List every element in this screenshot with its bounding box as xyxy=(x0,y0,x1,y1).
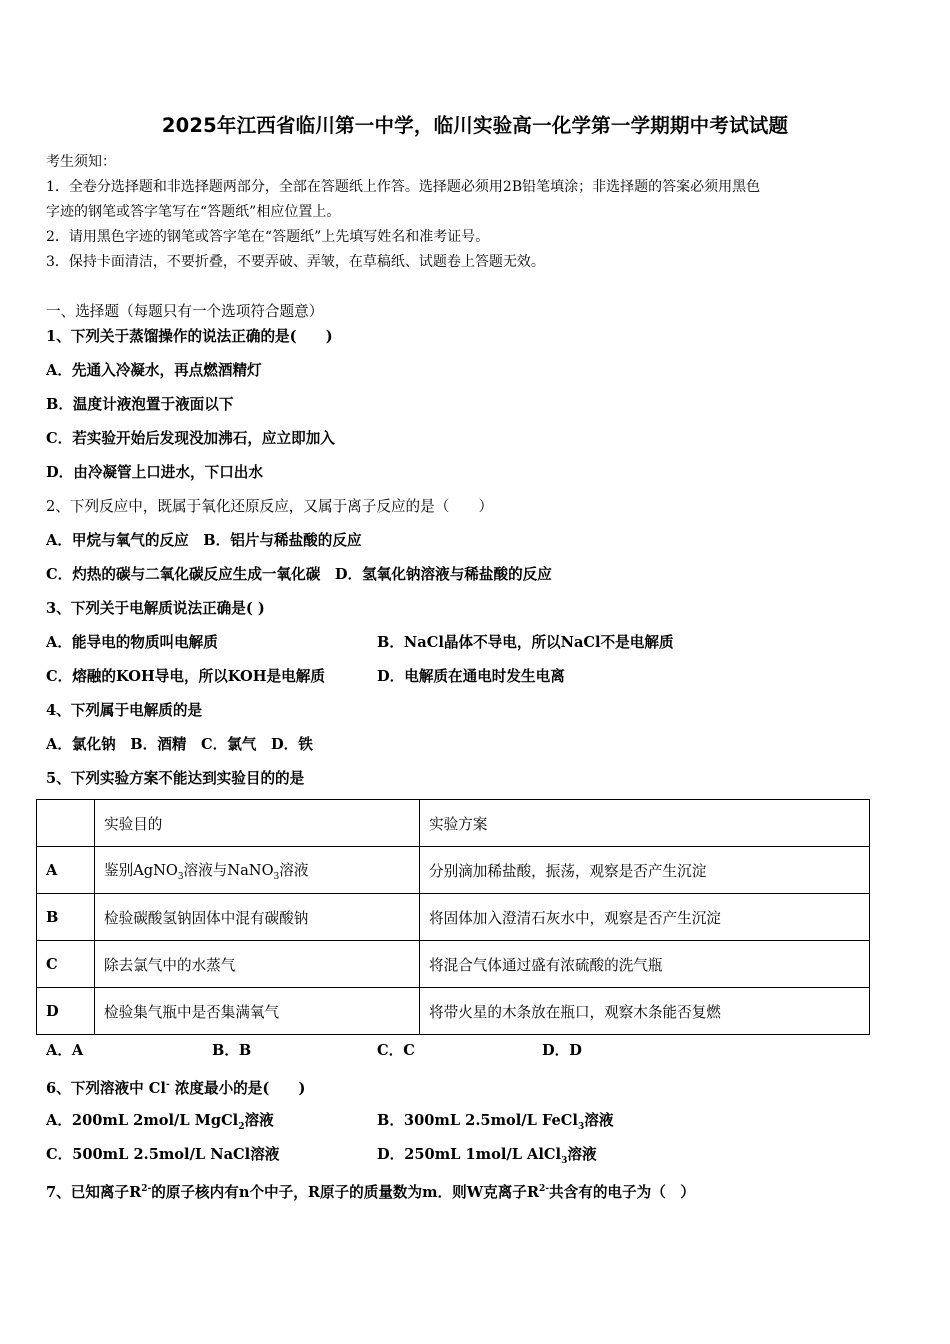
question-5-answer-d: D．D xyxy=(542,1042,582,1059)
row-plan: 分别滴加稀盐酸，振荡，观察是否产生沉淀 xyxy=(420,847,870,894)
table-row xyxy=(37,941,870,988)
row-plan: 将固体加入澄清石灰水中，观察是否产生沉淀 xyxy=(420,894,870,941)
row-key: D xyxy=(37,988,95,1035)
question-4-options: A．氯化钠 B．酒精 C．氯气 D．铁 xyxy=(46,736,313,753)
question-4-stem: 4、下列属于电解质的是 xyxy=(46,702,203,719)
table-row xyxy=(37,847,870,894)
question-6-option-d: D．250mL 1mol/L AlCl$_3$溶液 xyxy=(377,1146,597,1166)
question-1-option-b: B．温度计液泡置于液面以下 xyxy=(46,396,234,413)
table-row xyxy=(37,988,870,1035)
question-6-option-a: A．200mL 2mol/L MgCl$_2$溶液 xyxy=(46,1112,274,1132)
question-2-options-cd: C．灼热的碳与二氧化碳反应生成一氧化碳 D．氢氧化钠溶液与稀盐酸的反应 xyxy=(46,566,552,583)
row-purpose: 检验碳酸氢钠固体中混有碳酸钠 xyxy=(95,894,420,941)
notice-item-1a: 1．全卷分选择题和非选择题两部分，全部在答题纸上作答。选择题必须用2B铅笔填涂；非选择题的答案必须用黑色 xyxy=(46,179,761,195)
row-purpose: 除去氯气中的水蒸气 xyxy=(95,941,420,988)
row-plan: 将带火星的木条放在瓶口，观察木条能否复燃 xyxy=(420,988,870,1035)
row-key: A xyxy=(37,847,95,894)
question-3-option-d: D．电解质在通电时发生电离 xyxy=(377,668,565,685)
table-row xyxy=(37,894,870,941)
question-5-stem: 5、下列实验方案不能达到实验目的的是 xyxy=(46,770,305,787)
question-5-answer-c: C．C xyxy=(377,1042,415,1059)
table-header-purpose: 实验目的 xyxy=(95,800,420,847)
row-purpose: 检验集气瓶中是否集满氧气 xyxy=(95,988,420,1035)
table-header-plan: 实验方案 xyxy=(420,800,870,847)
question-3-option-a: A．能导电的物质叫电解质 xyxy=(46,634,218,651)
question-6-option-b: B．300mL 2.5mol/L FeCl$_3$溶液 xyxy=(377,1112,614,1132)
section-heading: 一、选择题（每题只有一个选项符合题意） xyxy=(46,303,324,320)
table-header-cell-key xyxy=(37,800,95,847)
question-2-options-ab: A．甲烷与氧气的反应 B．铝片与稀盐酸的反应 xyxy=(46,532,362,549)
question-1-option-a: A．先通入冷凝水，再点燃酒精灯 xyxy=(46,362,262,379)
row-plan: 将混合气体通过盛有浓硫酸的洗气瓶 xyxy=(420,941,870,988)
question-2-stem: 2、下列反应中，既属于氧化还原反应，又属于离子反应的是（ ） xyxy=(46,498,494,515)
question-3-option-b: B．NaCl晶体不导电，所以NaCl不是电解质 xyxy=(377,634,674,651)
table-header-row xyxy=(37,800,870,847)
question-1-option-d: D．由冷凝管上口进水，下口出水 xyxy=(46,464,263,481)
question-6-stem: 6、下列溶液中 Cl- 浓度最小的是( ) xyxy=(46,1079,306,1097)
notice-item-3: 3．保持卡面清洁，不要折叠，不要弄破、弄皱，在草稿纸、试题卷上答题无效。 xyxy=(46,254,545,270)
question-3-option-c: C．熔融的KOH导电，所以KOH是电解质 xyxy=(46,668,325,685)
experiment-table xyxy=(36,799,870,1035)
question-6-option-c: C．500mL 2.5mol/L NaCl溶液 xyxy=(46,1146,280,1163)
question-5-answer-a: A．A xyxy=(46,1042,84,1059)
question-1-option-c: C．若实验开始后发现没加沸石，应立即加入 xyxy=(46,430,335,447)
notice-heading: 考生须知： xyxy=(46,154,116,170)
question-1-stem: 1、下列关于蒸馏操作的说法正确的是( ) xyxy=(46,328,333,345)
row-key: C xyxy=(37,941,95,988)
notice-item-1b: 字迹的钢笔或答字笔写在“答题纸”相应位置上。 xyxy=(46,204,341,220)
row-purpose: 鉴别AgNO$_3$溶液与NaNO$_3$溶液 xyxy=(95,847,420,894)
page-title: 2025年江西省临川第一中学，临川实验高一化学第一学期期中考试试题 xyxy=(161,114,789,137)
question-5-answer-b: B．B xyxy=(212,1042,252,1059)
question-7-stem: 7、已知离子$R^{2-}$的原子核内有n个中子，R原子的质量数为m．则W克离子$R^{2-}$共含有的电子为（ ） xyxy=(46,1183,695,1201)
notice-item-2: 2．请用黑色字迹的钢笔或答字笔在“答题纸”上先填写姓名和准考证号。 xyxy=(46,229,490,245)
row-key: B xyxy=(37,894,95,941)
question-3-stem: 3、下列关于电解质说法正确是( ) xyxy=(46,600,265,617)
